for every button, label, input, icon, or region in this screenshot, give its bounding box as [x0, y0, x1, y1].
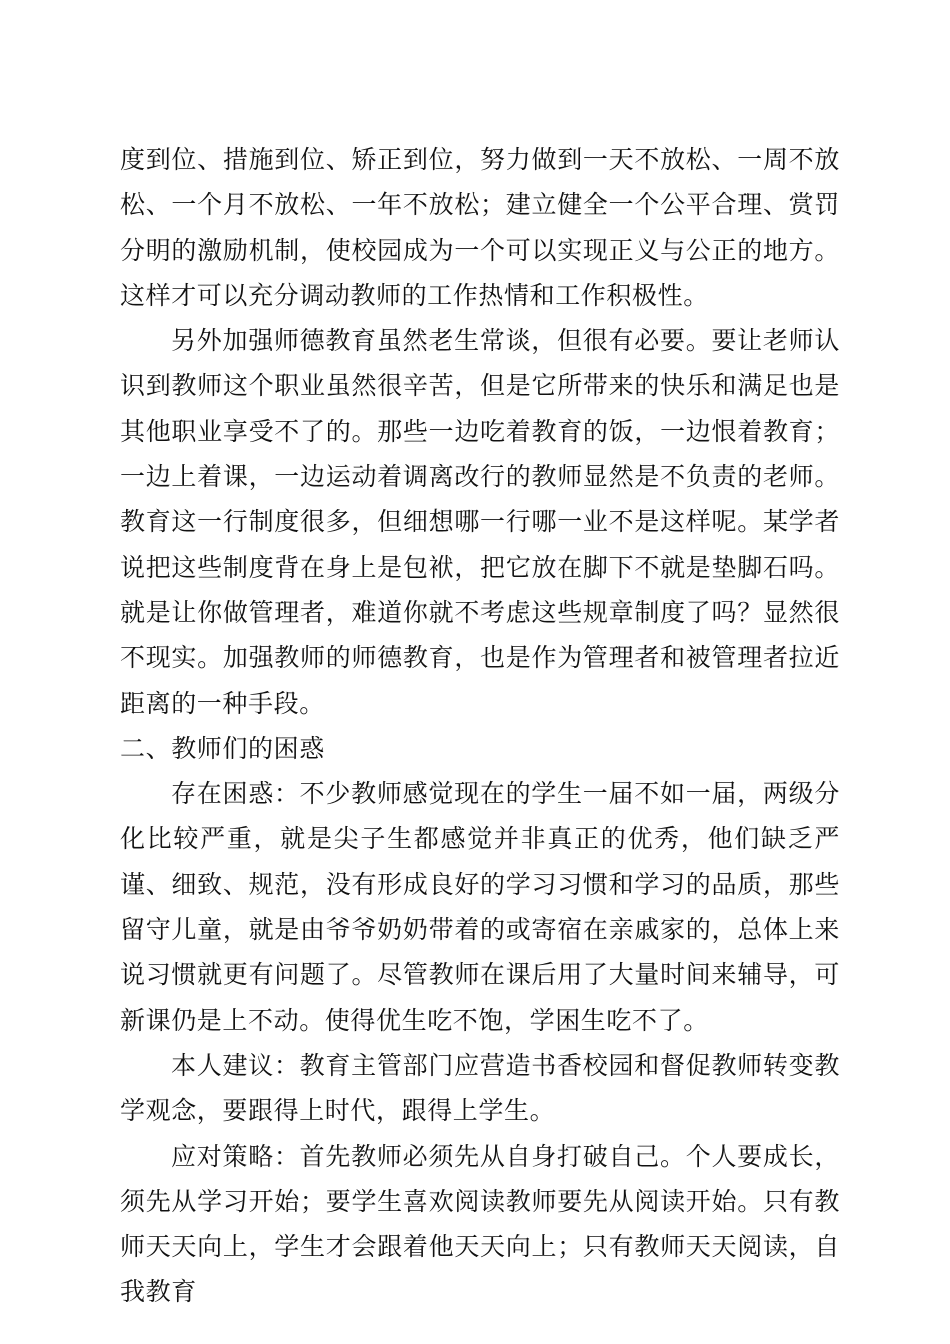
- paragraph-strategy: 应对策略：首先教师必须先从自身打破自己。个人要成长，须先从学习开始；要学生喜欢阅读教师要先从阅读开始。只有教师天天向上，学生才会跟着他天天向上；只有教师天天阅读，自我教育: [120, 1141, 840, 1307]
- section-heading: 二、教师们的困惑: [120, 733, 325, 763]
- paragraph-confusion: 存在困惑：不少教师感觉现在的学生一届不如一届，两级分化比较严重，就是尖子生都感觉并非真正的优秀，他们缺乏严谨、细致、规范，没有形成良好的学习习惯和学习的品质，那些留守儿童，就是由爷爷奶奶带着的或寄宿在亲戚家的，总体上来说习惯就更有问题了。尽管教师在课后用了大量时间来辅导，可新课仍是上不动。使得优生吃不饱，学困生吃不了。: [120, 779, 840, 1035]
- paragraph-continuation: 度到位、措施到位、矫正到位，努力做到一天不放松、一周不放松、一个月不放松、一年不放松；建立健全一个公平合理、赏罚分明的激励机制，使校园成为一个可以实现正义与公正的地方。这样才可以充分调动教师的工作热情和工作积极性。: [120, 145, 840, 310]
- document-page: [120, 137, 840, 1315]
- paragraph-ethics-education: 另外加强师德教育虽然老生常谈，但很有必要。要让老师认识到教师这个职业虽然很辛苦，但是它所带来的快乐和满足也是其他职业享受不了的。那些一边吃着教育的饭，一边恨着教育；一边上着课，一边运动着调离改行的教师显然是不负责的老师。教育这一行制度很多，但细想哪一行哪一业不是这样呢。某学者说把这些制度背在身上是包袱，把它放在脚下不就是垫脚石吗。就是让你做管理者，难道你就不考虑这些规章制度了吗？显然很不现实。加强教师的师德教育，也是作为管理者和被管理者拉近距离的一种手段。: [120, 326, 840, 718]
- paragraph-suggestion: 本人建议：教育主管部门应营造书香校园和督促教师转变教学观念，要跟得上时代，跟得上学生。: [120, 1050, 840, 1126]
